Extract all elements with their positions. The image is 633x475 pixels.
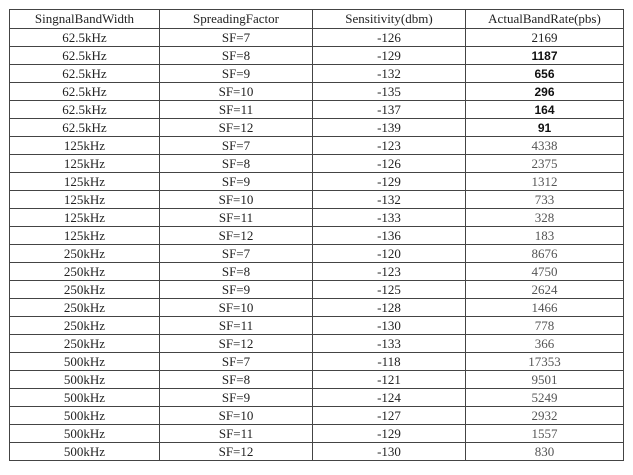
spreading-factor-cell: SF=12 (160, 443, 313, 461)
bandwidth-cell: 250kHz (10, 335, 160, 353)
table-row (10, 317, 624, 335)
band-rate-cell: 4338 (466, 137, 624, 155)
band-rate-cell: 778 (466, 317, 624, 335)
bandwidth-cell: 500kHz (10, 389, 160, 407)
sensitivity-cell: -125 (313, 281, 466, 299)
sensitivity-cell: -127 (313, 407, 466, 425)
data-table-container (9, 9, 623, 461)
sensitivity-cell: -135 (313, 83, 466, 101)
header-actual-band-rate: ActualBandRate(pbs) (466, 10, 624, 29)
sensitivity-cell: -133 (313, 335, 466, 353)
band-rate-cell: 2375 (466, 155, 624, 173)
bandwidth-cell: 500kHz (10, 407, 160, 425)
header-signal-bandwidth: SingnalBandWidth (10, 10, 160, 29)
bandwidth-cell: 250kHz (10, 317, 160, 335)
band-rate-cell: 9501 (466, 371, 624, 389)
spreading-factor-cell: SF=10 (160, 299, 313, 317)
band-rate-cell: 17353 (466, 353, 624, 371)
band-rate-cell: 366 (466, 335, 624, 353)
sensitivity-cell: -124 (313, 389, 466, 407)
band-rate-cell: 1312 (466, 173, 624, 191)
bandwidth-cell: 62.5kHz (10, 119, 160, 137)
band-rate-cell: 8676 (466, 245, 624, 263)
bandwidth-cell: 250kHz (10, 263, 160, 281)
band-rate-cell: 4750 (466, 263, 624, 281)
bandwidth-cell: 250kHz (10, 281, 160, 299)
table-row (10, 101, 624, 119)
bandwidth-cell: 62.5kHz (10, 29, 160, 47)
header-row (10, 10, 624, 29)
spreading-factor-cell: SF=12 (160, 227, 313, 245)
sensitivity-cell: -129 (313, 47, 466, 65)
bandwidth-cell: 62.5kHz (10, 47, 160, 65)
spreading-factor-cell: SF=11 (160, 101, 313, 119)
table-row (10, 299, 624, 317)
table-row (10, 389, 624, 407)
sensitivity-cell: -136 (313, 227, 466, 245)
spreading-factor-cell: SF=11 (160, 425, 313, 443)
sensitivity-cell: -126 (313, 29, 466, 47)
table-row (10, 65, 624, 83)
spreading-factor-cell: SF=11 (160, 209, 313, 227)
sensitivity-cell: -118 (313, 353, 466, 371)
table-body (10, 29, 624, 461)
table-row (10, 335, 624, 353)
sensitivity-cell: -130 (313, 317, 466, 335)
sensitivity-cell: -120 (313, 245, 466, 263)
spreading-factor-cell: SF=9 (160, 65, 313, 83)
spreading-factor-cell: SF=7 (160, 29, 313, 47)
sensitivity-cell: -130 (313, 443, 466, 461)
bandwidth-cell: 500kHz (10, 425, 160, 443)
table-row (10, 137, 624, 155)
bandwidth-cell: 62.5kHz (10, 65, 160, 83)
bandwidth-cell: 500kHz (10, 371, 160, 389)
bandwidth-cell: 125kHz (10, 155, 160, 173)
table-row (10, 155, 624, 173)
sensitivity-cell: -137 (313, 101, 466, 119)
header-spreading-factor: SpreadingFactor (160, 10, 313, 29)
band-rate-cell: 164 (466, 101, 624, 119)
spreading-factor-cell: SF=9 (160, 389, 313, 407)
spreading-factor-cell: SF=10 (160, 83, 313, 101)
table-row (10, 173, 624, 191)
spreading-factor-cell: SF=8 (160, 47, 313, 65)
band-rate-cell: 91 (466, 119, 624, 137)
band-rate-cell: 183 (466, 227, 624, 245)
sensitivity-cell: -129 (313, 173, 466, 191)
sensitivity-cell: -133 (313, 209, 466, 227)
header-sensitivity: Sensitivity(dbm) (313, 10, 466, 29)
bandwidth-cell: 125kHz (10, 209, 160, 227)
table-row (10, 29, 624, 47)
spreading-factor-cell: SF=9 (160, 281, 313, 299)
band-rate-cell: 1466 (466, 299, 624, 317)
bandwidth-cell: 250kHz (10, 299, 160, 317)
bandwidth-cell: 125kHz (10, 227, 160, 245)
table-row (10, 191, 624, 209)
band-rate-cell: 5249 (466, 389, 624, 407)
spreading-factor-cell: SF=7 (160, 353, 313, 371)
band-rate-cell: 2624 (466, 281, 624, 299)
table-row (10, 245, 624, 263)
table-row (10, 227, 624, 245)
bandwidth-cell: 62.5kHz (10, 101, 160, 119)
spreading-factor-cell: SF=8 (160, 371, 313, 389)
spreading-factor-cell: SF=11 (160, 317, 313, 335)
sensitivity-cell: -139 (313, 119, 466, 137)
table-row (10, 281, 624, 299)
table-row (10, 425, 624, 443)
sensitivity-cell: -123 (313, 263, 466, 281)
table-row (10, 47, 624, 65)
band-rate-cell: 328 (466, 209, 624, 227)
table-row (10, 407, 624, 425)
spreading-factor-cell: SF=8 (160, 263, 313, 281)
spreading-factor-cell: SF=7 (160, 245, 313, 263)
band-rate-cell: 733 (466, 191, 624, 209)
bandwidth-cell: 250kHz (10, 245, 160, 263)
table-row (10, 119, 624, 137)
sensitivity-cell: -123 (313, 137, 466, 155)
sensitivity-cell: -132 (313, 191, 466, 209)
bandwidth-cell: 125kHz (10, 191, 160, 209)
bandwidth-cell: 500kHz (10, 353, 160, 371)
band-rate-cell: 2932 (466, 407, 624, 425)
table-row (10, 371, 624, 389)
band-rate-cell: 2169 (466, 29, 624, 47)
bandwidth-cell: 125kHz (10, 173, 160, 191)
table-row (10, 443, 624, 461)
table-row (10, 209, 624, 227)
spreading-factor-cell: SF=7 (160, 137, 313, 155)
sensitivity-cell: -132 (313, 65, 466, 83)
spreading-factor-cell: SF=8 (160, 155, 313, 173)
sensitivity-cell: -129 (313, 425, 466, 443)
sensitivity-cell: -126 (313, 155, 466, 173)
spreading-factor-cell: SF=12 (160, 119, 313, 137)
band-rate-cell: 1557 (466, 425, 624, 443)
table-header (10, 10, 624, 29)
spreading-factor-cell: SF=10 (160, 191, 313, 209)
bandwidth-cell: 62.5kHz (10, 83, 160, 101)
band-rate-cell: 830 (466, 443, 624, 461)
bandwidth-cell: 125kHz (10, 137, 160, 155)
band-rate-cell: 656 (466, 65, 624, 83)
table-row (10, 353, 624, 371)
band-rate-cell: 1187 (466, 47, 624, 65)
lora-parameters-table (9, 9, 624, 461)
band-rate-cell: 296 (466, 83, 624, 101)
spreading-factor-cell: SF=10 (160, 407, 313, 425)
spreading-factor-cell: SF=9 (160, 173, 313, 191)
spreading-factor-cell: SF=12 (160, 335, 313, 353)
sensitivity-cell: -128 (313, 299, 466, 317)
table-row (10, 83, 624, 101)
table-row (10, 263, 624, 281)
bandwidth-cell: 500kHz (10, 443, 160, 461)
sensitivity-cell: -121 (313, 371, 466, 389)
